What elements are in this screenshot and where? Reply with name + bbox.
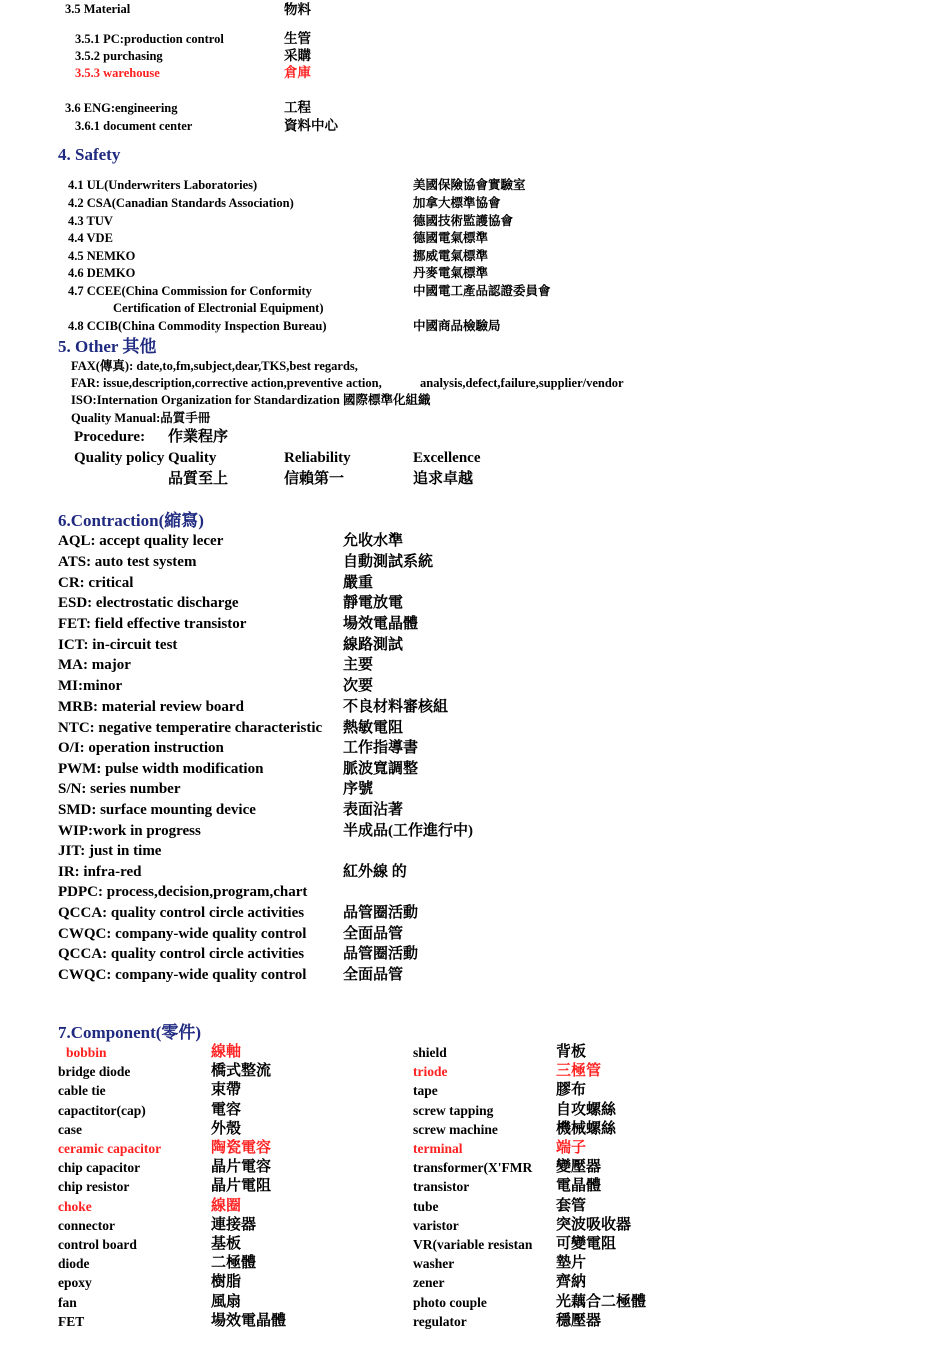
contraction-zh: 線路測試 <box>343 637 404 653</box>
safety-item-en: 4.2 CSA(Canadian Standards Association) <box>68 196 294 210</box>
component-en: fan <box>58 1295 77 1310</box>
procedure-zh: 作業程序 <box>168 429 229 445</box>
component-zh: 線圈 <box>211 1198 242 1214</box>
contraction-en: CR: critical <box>58 575 134 591</box>
safety-item-zh: 美國保險協會實驗室 <box>413 178 526 192</box>
policy-en-excellence: Excellence <box>413 450 481 466</box>
component-zh: 陶瓷電容 <box>211 1140 272 1156</box>
component-zh: 光藕合二極體 <box>556 1294 647 1310</box>
component-en: screw tapping <box>413 1103 494 1118</box>
component-zh: 可變電阻 <box>556 1236 617 1252</box>
component-zh: 連接器 <box>211 1217 257 1233</box>
safety-item-en: 4.4 VDE <box>68 231 113 245</box>
contraction-heading: 6.Contraction(縮寫) <box>58 511 204 530</box>
component-en: choke <box>58 1199 92 1214</box>
component-zh: 穩壓器 <box>556 1313 602 1329</box>
component-en: zener <box>413 1275 445 1290</box>
component-en: transistor <box>413 1179 470 1194</box>
component-zh: 晶片電阻 <box>211 1178 272 1194</box>
material-item-zh: 采購 <box>284 48 311 63</box>
component-en: case <box>58 1122 82 1137</box>
contraction-zh: 允收水準 <box>343 533 404 549</box>
component-en: washer <box>413 1256 455 1271</box>
safety-item-zh: 中國電工產品認證委員會 <box>413 284 551 298</box>
component-zh: 突波吸收器 <box>556 1217 632 1233</box>
component-zh: 背板 <box>556 1044 587 1060</box>
contraction-en: NTC: negative temperatire characteristic <box>58 720 323 736</box>
component-zh: 套管 <box>556 1198 587 1214</box>
safety-item-en: 4.5 NEMKO <box>68 249 136 263</box>
safety-item-zh: 加拿大標準協會 <box>413 196 501 210</box>
component-zh: 線軸 <box>211 1044 242 1060</box>
component-en: varistor <box>413 1218 459 1233</box>
policy-zh-excellence: 追求卓越 <box>413 471 474 487</box>
component-en: bobbin <box>66 1045 107 1060</box>
quality-manual-line: Quality Manual:品質手冊 <box>71 411 211 425</box>
contraction-zh: 熱敏電阻 <box>343 720 404 736</box>
contraction-en: FET: field effective transistor <box>58 616 247 632</box>
policy-zh-quality: 品質至上 <box>168 471 229 487</box>
material-item-zh: 生管 <box>284 31 311 46</box>
safety-item-zh: 中國商品檢驗局 <box>413 319 501 333</box>
component-zh: 電容 <box>211 1102 242 1118</box>
contraction-en: CWQC: company-wide quality control <box>58 926 307 942</box>
component-en: transformer(X'FMR <box>413 1160 533 1175</box>
contraction-zh: 半成品(工作進行中) <box>343 823 473 839</box>
contraction-zh: 自動測試系統 <box>343 554 434 570</box>
component-en: diode <box>58 1256 90 1271</box>
contraction-zh: 靜電放電 <box>343 595 404 611</box>
contraction-en: QCCA: quality control circle activities <box>58 905 305 921</box>
component-zh: 三極管 <box>556 1063 602 1079</box>
contraction-en: WIP:work in progress <box>58 823 201 839</box>
contraction-en: S/N: series number <box>58 781 181 797</box>
contraction-en: CWQC: company-wide quality control <box>58 967 307 983</box>
contraction-zh: 嚴重 <box>343 575 374 591</box>
component-en: screw machine <box>413 1122 498 1137</box>
component-zh: 自攻螺絲 <box>556 1102 617 1118</box>
component-zh: 膠布 <box>556 1082 587 1098</box>
component-en: control board <box>58 1237 137 1252</box>
contraction-en: SMD: surface mounting device <box>58 802 256 818</box>
contraction-en: ATS: auto test system <box>58 554 197 570</box>
component-zh: 電晶體 <box>556 1178 602 1194</box>
component-en: capactitor(cap) <box>58 1103 146 1118</box>
component-zh: 端子 <box>556 1140 587 1156</box>
policy-en-quality: Quality <box>168 450 217 466</box>
safety-item-en: 4.3 TUV <box>68 214 113 228</box>
component-zh: 場效電晶體 <box>211 1313 287 1329</box>
component-zh: 基板 <box>211 1236 242 1252</box>
contraction-zh: 品管圈活動 <box>343 905 419 921</box>
safety-item-zh: 德國電氣標準 <box>413 231 489 245</box>
contraction-en: JIT: just in time <box>58 843 162 859</box>
contraction-en: AQL: accept quality lecer <box>58 533 224 549</box>
contraction-zh: 序號 <box>343 781 374 797</box>
component-en: ceramic capacitor <box>58 1141 162 1156</box>
material-title-zh: 物料 <box>284 2 311 17</box>
component-heading: 7.Component(零件) <box>58 1023 202 1042</box>
contraction-en: MRB: material review board <box>58 699 244 715</box>
engineering-title-zh: 工程 <box>284 100 311 115</box>
component-zh: 晶片電容 <box>211 1159 272 1175</box>
contraction-zh: 主要 <box>343 657 374 673</box>
component-zh: 機械螺絲 <box>556 1121 617 1137</box>
component-en: tube <box>413 1199 439 1214</box>
safety-item-zh: 丹麥電氣標準 <box>413 266 489 280</box>
component-zh: 變壓器 <box>556 1159 602 1175</box>
component-en: FET <box>58 1314 85 1329</box>
contraction-zh: 不良材料審核組 <box>343 699 449 715</box>
contraction-zh: 紅外線 的 <box>343 864 407 880</box>
fax-line: FAX(傳真): date,to,fm,subject,dear,TKS,best regards, <box>71 359 358 373</box>
component-en: regulator <box>413 1314 467 1329</box>
component-zh: 二極體 <box>211 1255 257 1271</box>
engineering-item-en: 3.6.1 document center <box>75 119 193 133</box>
material-item-en: 3.5.2 purchasing <box>75 49 163 63</box>
safety-item-en: 4.1 UL(Underwriters Laboratories) <box>68 178 258 192</box>
component-en: chip capacitor <box>58 1160 141 1175</box>
quality-policy-label: Quality policy <box>74 451 165 466</box>
contraction-zh: 全面品管 <box>343 967 404 983</box>
contraction-en: PDPC: process,decision,program,chart <box>58 884 308 900</box>
safety-item-continuation: Certification of Electronial Equipment) <box>113 301 324 315</box>
component-zh: 外殼 <box>211 1121 242 1137</box>
contraction-zh: 次要 <box>343 678 374 694</box>
material-item-en: 3.5.3 warehouse <box>75 66 160 80</box>
component-zh: 橋式整流 <box>211 1063 272 1079</box>
component-en: cable tie <box>58 1083 106 1098</box>
far-line-continued: analysis,defect,failure,supplier/vendor <box>420 376 624 390</box>
contraction-zh: 品管圈活動 <box>343 946 419 962</box>
other-heading: 5. Other 其他 <box>58 337 157 356</box>
safety-heading: 4. Safety <box>58 145 121 164</box>
contraction-zh: 表面沾著 <box>343 802 404 818</box>
contraction-en: ESD: electrostatic discharge <box>58 595 239 611</box>
contraction-en: MI:minor <box>58 678 123 694</box>
contraction-en: PWM: pulse width modification <box>58 761 264 777</box>
material-item-zh: 倉庫 <box>284 65 311 80</box>
procedure-label: Procedure: <box>74 429 146 445</box>
policy-zh-reliability: 信賴第一 <box>284 471 345 487</box>
contraction-zh: 脈波寬調整 <box>343 761 419 777</box>
engineering-item-zh: 資料中心 <box>284 118 338 133</box>
component-zh: 束帶 <box>211 1082 242 1098</box>
safety-item-zh: 德國技術監護協會 <box>413 214 514 228</box>
engineering-title: 3.6 ENG:engineering <box>65 101 178 115</box>
component-zh: 墊片 <box>556 1255 587 1271</box>
component-en: VR(variable resistan <box>413 1237 533 1252</box>
contraction-en: O/I: operation instruction <box>58 740 224 756</box>
contraction-en: IR: infra-red <box>58 864 142 880</box>
component-zh: 風扇 <box>211 1294 242 1310</box>
policy-en-reliability: Reliability <box>284 450 351 466</box>
component-en: photo couple <box>413 1295 487 1310</box>
component-en: chip resistor <box>58 1179 130 1194</box>
component-zh: 齊納 <box>556 1274 587 1290</box>
contraction-zh: 場效電晶體 <box>343 616 419 632</box>
component-en: bridge diode <box>58 1064 131 1079</box>
safety-item-zh: 挪威電氣標準 <box>413 249 489 263</box>
safety-item-en: 4.8 CCIB(China Commodity Inspection Bureau) <box>68 319 327 333</box>
far-line: FAR: issue,description,corrective action,preventive action, <box>71 376 382 390</box>
component-en: epoxy <box>58 1275 92 1290</box>
safety-item-en: 4.7 CCEE(China Commission for Conformity <box>68 284 312 298</box>
safety-item-en: 4.6 DEMKO <box>68 266 136 280</box>
contraction-zh: 工作指導書 <box>343 740 419 756</box>
contraction-en: QCCA: quality control circle activities <box>58 946 305 962</box>
component-en: tape <box>413 1083 438 1098</box>
material-title: 3.5 Material <box>65 2 131 16</box>
component-en: triode <box>413 1064 448 1079</box>
iso-line: ISO:Internation Organization for Standardization 國際標準化組織 <box>71 393 431 407</box>
component-en: terminal <box>413 1141 463 1156</box>
component-en: connector <box>58 1218 115 1233</box>
component-en: shield <box>413 1045 447 1060</box>
component-zh: 樹脂 <box>211 1274 242 1290</box>
contraction-zh: 全面品管 <box>343 926 404 942</box>
contraction-en: MA: major <box>58 657 131 673</box>
material-item-en: 3.5.1 PC:production control <box>75 32 224 46</box>
contraction-en: ICT: in-circuit test <box>58 637 178 653</box>
